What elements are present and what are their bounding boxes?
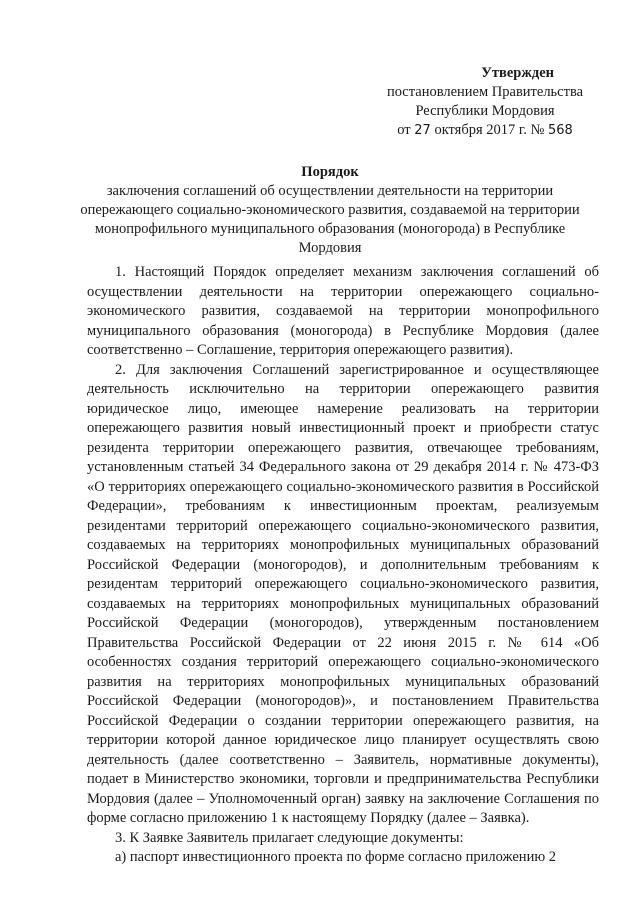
approval-line-2: Республики Мордовия: [415, 103, 555, 119]
approval-number: 568: [547, 123, 573, 138]
paragraph-2: 2. Для заключения Соглашений зарегистрированное и осуществляющее деятельность исключительно на территории опережающего развития юридическое лицо, имеющее намерение реализовать на территории опережающего развития новый инвестиционный проект и приобрести статус резидента территории опережающего развития, отвечающее требованиям, установленным статьей 34 Федерального закона от 29 декабря 2014 г. № 473-ФЗ «О территориях опережающего социально-экономического развития в Российской Федерации», требованиям к инвестиционным проектам, реализуемым резидентами территорий опережающего социально-экономического развития, создаваемых на территориях монопрофильных муниципальных образований Российской Федерации (моногородов), и дополнительным требованиям к резидентам территорий опережающего социально-экономического развития, создаваемых на территориях монопрофильных муниципальных образований Российской Федерации (моногородов), утвержденным постановлением Правительства Российской Федерации от 22 июня 2015 г. № 614 «Об особенностях создания территорий опережающего социально-экономического развития на территориях монопрофильных муниципальных образований Российской Федерации (моногородов)», и постановлением Правительства Российской Федерации о создании территории опережающего развития, на территории которой данное юридическое лицо планирует осуществлять свою деятельность (далее соответственно – Заявитель, нормативные документы), подает в Министерство экономики, торговли и предпринимательства Республики Мордовия (далее – Уполномоченный орган) заявку на заключение Соглашения по форме согласно приложению 1 к настоящему Порядку (далее – Заявка).: [87, 361, 599, 826]
paragraph-4: а) паспорт инвестиционного проекта по форме согласно приложению 2: [115, 849, 557, 865]
document-title-block: [70, 163, 590, 258]
approval-date-prefix: от: [397, 122, 411, 138]
document-body: [87, 263, 599, 868]
paragraph-3: 3. К Заявке Заявитель прилагает следующие документы:: [115, 829, 464, 846]
approval-number-sign: №: [530, 122, 545, 138]
document-heading: Порядок: [301, 164, 359, 180]
approval-stamp: [360, 64, 610, 140]
paragraph-1: 1. Настоящий Порядок определяет механизм заключения соглашений об осуществлении деятельности на территории опережающего социально-экономического развития, создаваемой на территории монопрофильного муниципального образования (моногорода) в Республике Мордовия (далее соответственно – Соглашение, территория опережающего развития).: [87, 264, 599, 358]
approval-day: 27: [414, 123, 431, 138]
approval-month-year: октября 2017 г.: [434, 122, 527, 138]
approval-title: Утвержден: [481, 65, 554, 81]
document-subtitle: заключения соглашений об осуществлении деятельности на территории опережающего социально-экономического развития, создаваемой на территории монопрофильного муниципального образования (моногорода) в Республике Мордовия: [80, 183, 580, 256]
approval-date-line: [360, 121, 610, 140]
approval-line-1: постановлением Правительства: [386, 84, 584, 100]
